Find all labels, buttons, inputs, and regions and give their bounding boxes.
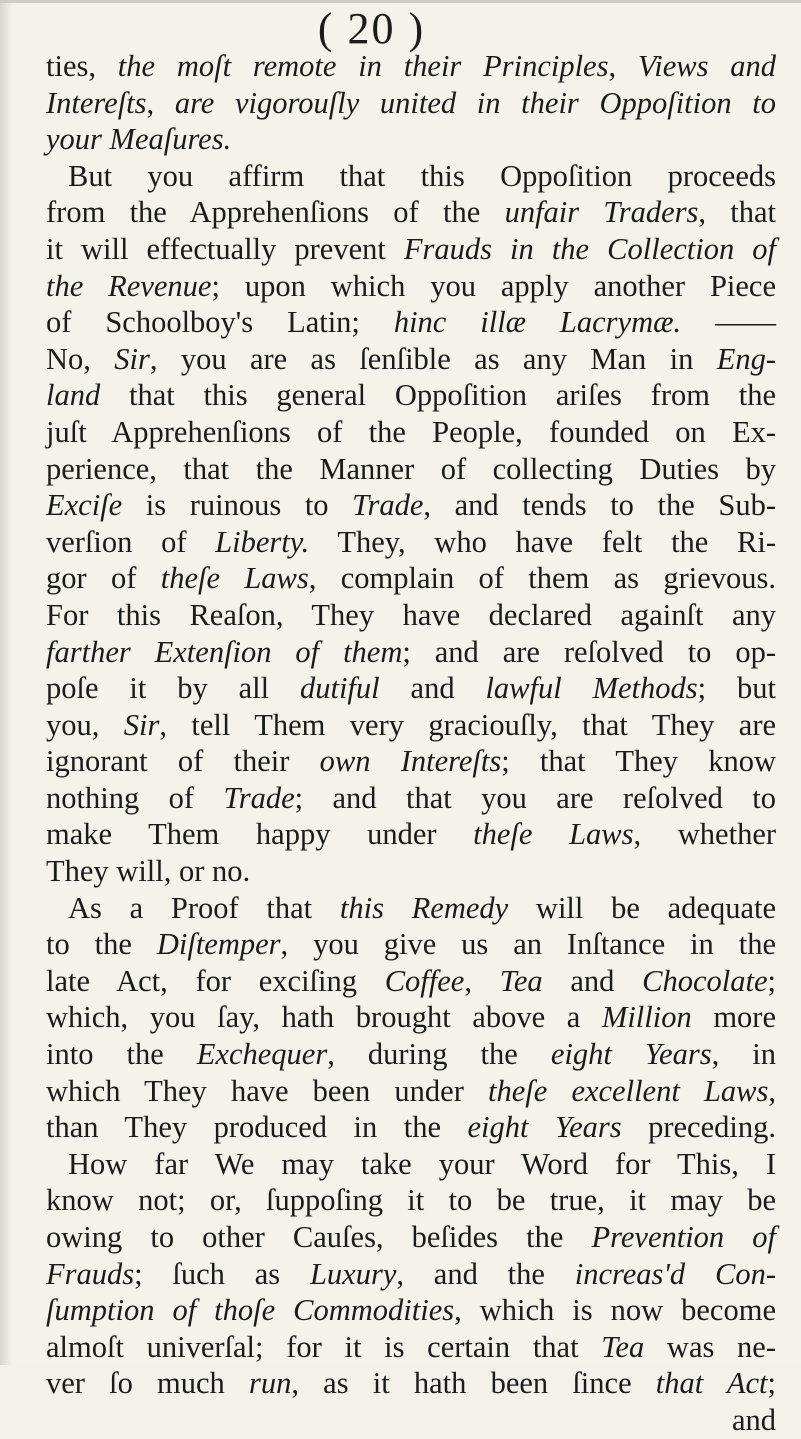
text-run: preceding. (621, 1110, 776, 1145)
italic-run: Tea (499, 963, 543, 998)
text-run: , tell Them very graciouſly, that They are (159, 707, 777, 742)
text-run: ties, (46, 49, 118, 83)
text-run: juſt Apprehenſions of the People, founded on Ex- (46, 414, 776, 449)
text-line (46, 963, 776, 1000)
text-run: from the Apprehenſions of the (46, 195, 505, 230)
text-run: , you are as ſenſible as any Man in (149, 341, 717, 376)
text-line (46, 1109, 776, 1146)
text-run: to the (46, 927, 157, 962)
text-run: , in (711, 1037, 776, 1072)
text-run: ; (767, 1366, 777, 1401)
italic-run: Liberty. (215, 524, 310, 559)
text-run: perience, that the Manner of collecting Duties by (46, 451, 776, 486)
italic-run: Diſtemper (156, 927, 281, 962)
italic-run: farther Extenſion of them (46, 634, 403, 669)
page-binding-edge (0, 0, 14, 1365)
text-line (46, 1182, 776, 1219)
text-run: and (379, 671, 486, 706)
text-run: For this Reaſon, They have declared againſt any (46, 597, 776, 632)
text-line (46, 1329, 776, 1366)
italic-run: Sir (114, 341, 150, 376)
italic-run: run (248, 1366, 292, 1401)
text-run: ; ſuch as (134, 1256, 310, 1291)
italic-run: unfair Traders (504, 195, 699, 230)
text-line (46, 670, 776, 707)
text-run: almoſt univerſal; for it is certain that (46, 1329, 602, 1364)
italic-run: eight Years (550, 1037, 712, 1072)
italic-run: theſe Laws (473, 817, 634, 852)
text-run: , and tends to the Sub- (423, 488, 776, 523)
text-line (46, 158, 776, 195)
text-run: which They have been under (46, 1073, 489, 1108)
text-run: you, (46, 707, 124, 742)
text-line (46, 780, 776, 817)
text-line (46, 1365, 776, 1402)
italic-run: Prevention of (591, 1220, 776, 1254)
text-run: , (608, 49, 638, 83)
text-run: will be adequate (508, 890, 777, 925)
text-line (46, 268, 776, 305)
text-run: is ruinous to (122, 488, 353, 523)
italic-run: Trade (352, 488, 424, 523)
text-run: make Them happy under (46, 817, 474, 852)
text-run: , as it hath been ſince (291, 1366, 656, 1401)
text-run: into the (46, 1037, 197, 1072)
text-run: nothing of (46, 780, 224, 815)
text-line (46, 926, 776, 963)
text-run: which, you ſay, hath brought above a (46, 1000, 602, 1035)
italic-run: your Meaſures. (46, 122, 232, 157)
text-run: They will, or no. (46, 854, 251, 889)
italic-run: Sir (123, 707, 160, 742)
italic-run: theſe excellent Laws (488, 1073, 769, 1108)
text-line (46, 634, 776, 671)
text-run: ignorant of their (46, 744, 320, 779)
text-line (46, 414, 776, 451)
text-line (46, 194, 776, 231)
text-run: , that (698, 195, 776, 230)
text-run: How far We may take your Word for This, I (68, 1146, 776, 1181)
text-run: As a Proof that (68, 890, 340, 925)
text-line (46, 304, 776, 341)
italic-run: lawful Methods (485, 671, 698, 706)
text-run: know not; or, ſuppoſing it to be true, it may be (46, 1183, 776, 1218)
text-run: poſe it by all (46, 671, 300, 706)
italic-run: Luxury (309, 1256, 397, 1291)
text-line (46, 1036, 776, 1073)
page-number: ( 20 ) (317, 4, 426, 53)
italic-run: the moſt remote in their Principles (117, 49, 609, 83)
text-line (46, 1292, 776, 1329)
text-run: ; and are reſolved to op- (402, 634, 776, 669)
text-run: ; (767, 963, 777, 998)
text-run: gor of (46, 561, 161, 596)
text-run: ver ſo much (46, 1366, 249, 1401)
text-run: But you affirm that this Oppoſition proceeds (68, 158, 776, 193)
text-line (46, 597, 776, 634)
text-run: and (542, 963, 643, 998)
text-line (46, 560, 776, 597)
text-run: that this general Oppoſition ariſes from the (100, 378, 776, 413)
text-run: ; that They know (501, 744, 776, 779)
text-line (46, 999, 776, 1036)
italic-run: land (46, 378, 101, 413)
text-run: ; but (697, 671, 776, 706)
italic-run: Exchequer (196, 1037, 328, 1072)
italic-run: own Intereſts (319, 744, 502, 779)
text-line (46, 1402, 776, 1439)
text-line (46, 48, 776, 85)
italic-run: theſe Laws (160, 561, 309, 596)
text-line (46, 341, 776, 378)
italic-run: hinc illæ Lacrymæ. (393, 305, 682, 340)
text-line (46, 231, 776, 268)
italic-run: eight Years (467, 1110, 622, 1145)
text-line (46, 707, 776, 744)
text-line (46, 743, 776, 780)
italic-run: Frauds (46, 1256, 135, 1291)
text-run: , (464, 963, 500, 998)
text-run: They, who have felt the Ri- (309, 524, 776, 559)
text-line (46, 1219, 776, 1256)
text-run: —— (681, 305, 777, 340)
text-run: , (768, 1073, 777, 1108)
italic-run: Frauds in the Collection of (403, 231, 776, 266)
text-run: , whether (633, 817, 777, 852)
text-run: verſion of (46, 524, 216, 559)
italic-run: Trade (223, 780, 295, 815)
text-run: No, (46, 341, 115, 376)
text-line (46, 377, 776, 414)
italic-run: ſumption of thoſe Commodities (46, 1293, 455, 1328)
text-run: than They produced in the (46, 1110, 468, 1145)
text-run: , you give us an Inſtance in the (280, 927, 776, 962)
body-text (46, 48, 776, 1439)
italic-run: Exciſe (46, 488, 123, 523)
text-run: , which is now become (454, 1293, 776, 1328)
text-run: it will effectually prevent (46, 231, 404, 266)
text-run: late Act, for exciſing (46, 963, 385, 998)
text-run: and (731, 1402, 776, 1437)
italic-run: dutiful (299, 671, 380, 706)
text-run: owing to other Cauſes, beſides the (46, 1220, 592, 1254)
text-line (46, 487, 776, 524)
italic-run: that Act (655, 1366, 768, 1401)
italic-run: Tea (601, 1329, 645, 1364)
text-line (46, 816, 776, 853)
text-line (46, 1256, 776, 1293)
text-line (46, 451, 776, 488)
text-run: more (691, 1000, 777, 1035)
italic-run: increas'd Con- (574, 1256, 776, 1291)
italic-run: Chocolate (642, 963, 768, 998)
text-line (46, 1073, 776, 1110)
text-line (46, 1146, 776, 1183)
text-run: was ne- (644, 1329, 776, 1364)
text-line (46, 121, 776, 158)
italic-run: Eng- (716, 341, 776, 376)
text-run: , and the (396, 1256, 575, 1291)
text-run: ; upon which you apply another Piece (211, 268, 776, 303)
italic-run: are vigorouſly united in their Oppoſition to (174, 85, 777, 120)
italic-run: the Revenue (46, 268, 212, 303)
text-line (46, 524, 776, 561)
text-run: , complain of them as grievous. (308, 561, 776, 596)
italic-run: Million (601, 1000, 692, 1035)
italic-run: this Remedy (339, 890, 509, 925)
italic-run: Coffee (384, 963, 465, 998)
text-line (46, 890, 776, 927)
text-run: of Schoolboy's Latin; (46, 305, 394, 340)
text-line (46, 853, 776, 890)
text-run: ; and that you are reſolved to (294, 780, 776, 815)
italic-run: Views and (637, 49, 777, 83)
italic-run: Intereſts (46, 85, 147, 120)
top-edge (0, 0, 801, 3)
text-run: , (146, 85, 175, 120)
text-line (46, 85, 776, 122)
text-run: , during the (327, 1037, 551, 1072)
